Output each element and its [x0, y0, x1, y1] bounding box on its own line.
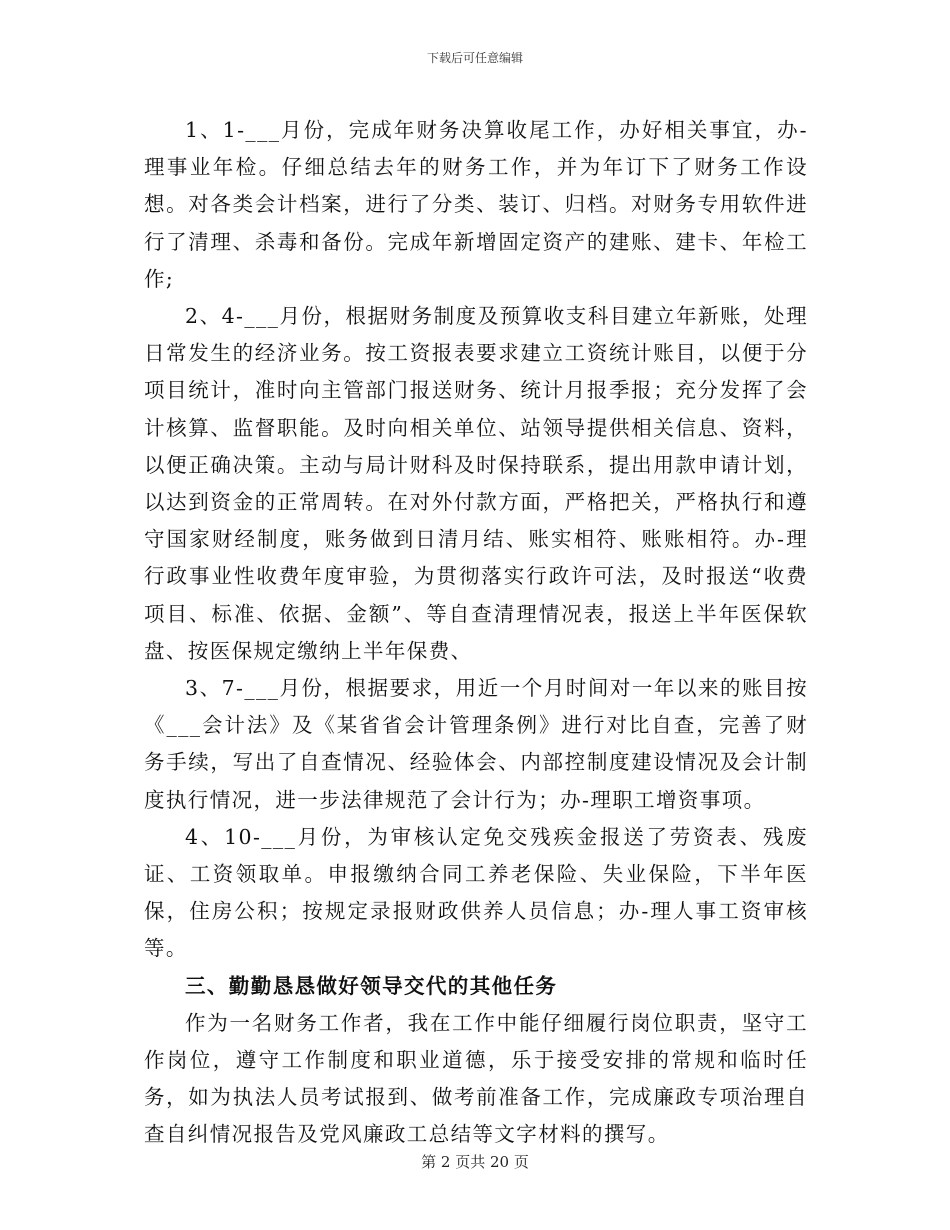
paragraph-1: 1、1-___月份，完成年财务决算收尾工作，办好相关事宜，办-理事业年检。仔细总结去年的财务工作，并为年订下了财务工作设想。对各类会计档案，进行了分类、装订、归档。对财务专用软件进行了清理、杀毒和备份。完成年新增固定资产的建账、建卡、年检工作; [144, 118, 808, 291]
page-number-footer: 第 2 页共 20 页 [421, 1153, 529, 1171]
document-body [144, 112, 808, 1154]
paragraph-2: 2、4-___月份，根据财务制度及预算收支科目建立年新账，处理日常发生的经济业务。按工资报表要求建立工资统计账目，以便于分项目统计，准时向主管部门报送财务、统计月报季报；充分发挥了会计核算、监督职能。及时向相关单位、站领导提供相关信息、资料，以便正确决策。主动与局计财科及时保持联系，提出用款申请计划，以达到资金的正常周转。在对外付款方面，严格把关，严格执行和遵守国家财经制度，账务做到日清月结、账实相符、账账相符。办-理行政事业性收费年度审验，为贯彻落实行政许可法，及时报送“收费项目、标准、依据、金额”、等自查清理情况表，报送上半年医保软盘、按医保规定缴纳上半年保费、 [144, 304, 808, 663]
paragraph-3: 3、7-___月份，根据要求，用近一个月时间对一年以来的账目按《___会计法》及《某省省会计管理条例》进行对比自查，完善了财务手续，写出了自查情况、经验体会、内部控制度建设情况及会计制度执行情况，进一步法律规范了会计行为；办-理职工增资事项。 [144, 676, 808, 812]
section-heading: 三、勤勤恳恳做好领导交代的其他任务 [185, 973, 558, 998]
page-header: 下载后可任意编辑 [426, 51, 523, 65]
closing-paragraph: 作为一名财务工作者，我在工作中能仔细履行岗位职责，坚守工作岗位，遵守工作制度和职业道德，乐于接受安排的常规和临时任务，如为执法人员考试报到、做考前准备工作，完成廉政专项治理自查自纠情况报告及党风廉政工总结等文字材料的撰写。 [144, 1010, 808, 1147]
paragraph-4: 4、10-___月份，为审核认定免交残疾金报送了劳资表、残废证、工资领取单。申报缴纳合同工养老保险、失业保险，下半年医保，住房公积；按规定录报财政供养人员信息；办-理人事工资审核等。 [144, 824, 808, 961]
